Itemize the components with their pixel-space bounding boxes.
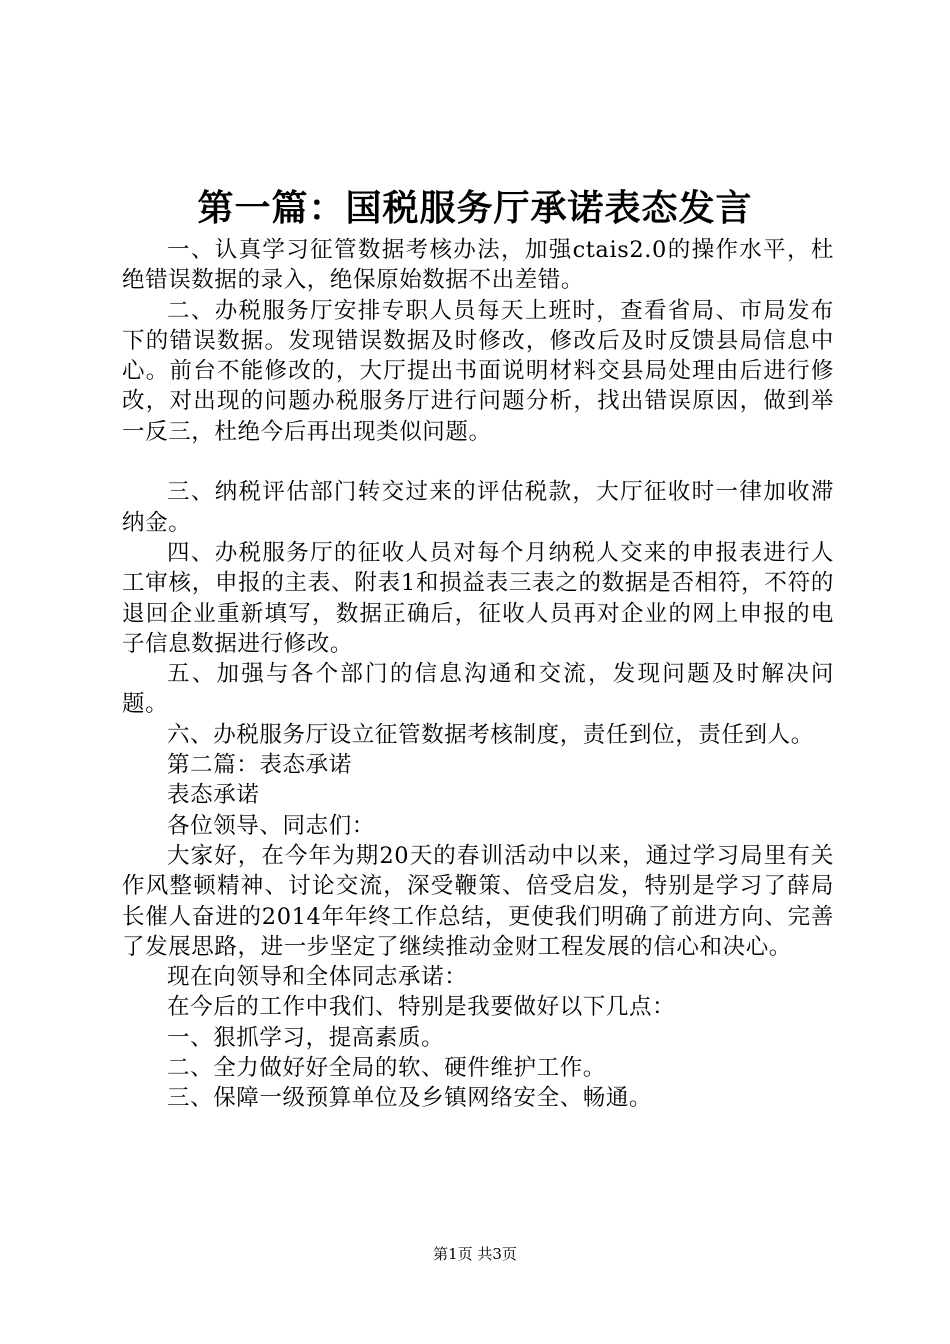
paragraph-2: 二、办税服务厅安排专职人员每天上班时，查看省局、市局发布下的错误数据。发现错误数据及时修改，修改后及时反馈县局信息中心。前台不能修改的，大厅提出书面说明材料交县局处理由后进行修改，对出现的问题办税服务厅进行问题分析，找出错误原因，做到举一反三，杜绝今后再出现类似问题。 — [122, 297, 834, 445]
paragraph-4: 四、办税服务厅的征收人员对每个月纳税人交来的申报表进行人工审核，申报的主表、附表1和损益表三表之的数据是否相符，不符的退回企业重新填写，数据正确后，征收人员再对企业的网上申报的电子信息数据进行修改。 — [122, 539, 834, 657]
list-item-2: 二、全力做好好全局的软、硬件维护工作。 — [167, 1055, 606, 1082]
list-item-1: 一、狠抓学习，提高素质。 — [167, 1024, 445, 1051]
paragraph-6: 六、办税服务厅设立征管数据考核制度，责任到位，责任到人。 — [167, 721, 814, 748]
section-heading: 第二篇：表态承诺 — [167, 752, 352, 779]
document-body — [122, 235, 834, 1114]
paragraph-9: 在今后的工作中我们、特别是我要做好以下几点： — [167, 994, 676, 1021]
salutation: 各位领导、同志们： — [167, 812, 375, 839]
paragraph-3: 三、纳税评估部门转交过来的评估税款，大厅征收时一律加收滞纳金。 — [122, 479, 834, 536]
section-subheading: 表态承诺 — [167, 782, 260, 809]
paragraph-8: 现在向领导和全体同志承诺： — [167, 964, 468, 991]
document-title: 第一篇：国税服务厅承诺表态发言 — [197, 187, 753, 229]
blank-line — [122, 447, 834, 477]
page-number: 第1页 共3页 — [433, 1245, 517, 1263]
paragraph-1: 一、认真学习征管数据考核办法，加强ctais2.0的操作水平，杜绝错误数据的录入，绝保原始数据不出差错。 — [122, 237, 834, 294]
list-item-3: 三、保障一级预算单位及乡镇网络安全、畅通。 — [167, 1085, 653, 1112]
paragraph-7: 大家好，在今年为期20天的春训活动中以来，通过学习局里有关作风整顿精神、讨论交流，深受鞭策、倍受启发，特别是学习了薛局长催人奋进的2014年年终工作总结，更使我们明确了前进方向、完善了发展思路，进一步坚定了继续推动金财工程发展的信心和决心。 — [122, 842, 834, 960]
paragraph-5: 五、加强与各个部门的信息沟通和交流，发现问题及时解决问题。 — [122, 661, 834, 718]
